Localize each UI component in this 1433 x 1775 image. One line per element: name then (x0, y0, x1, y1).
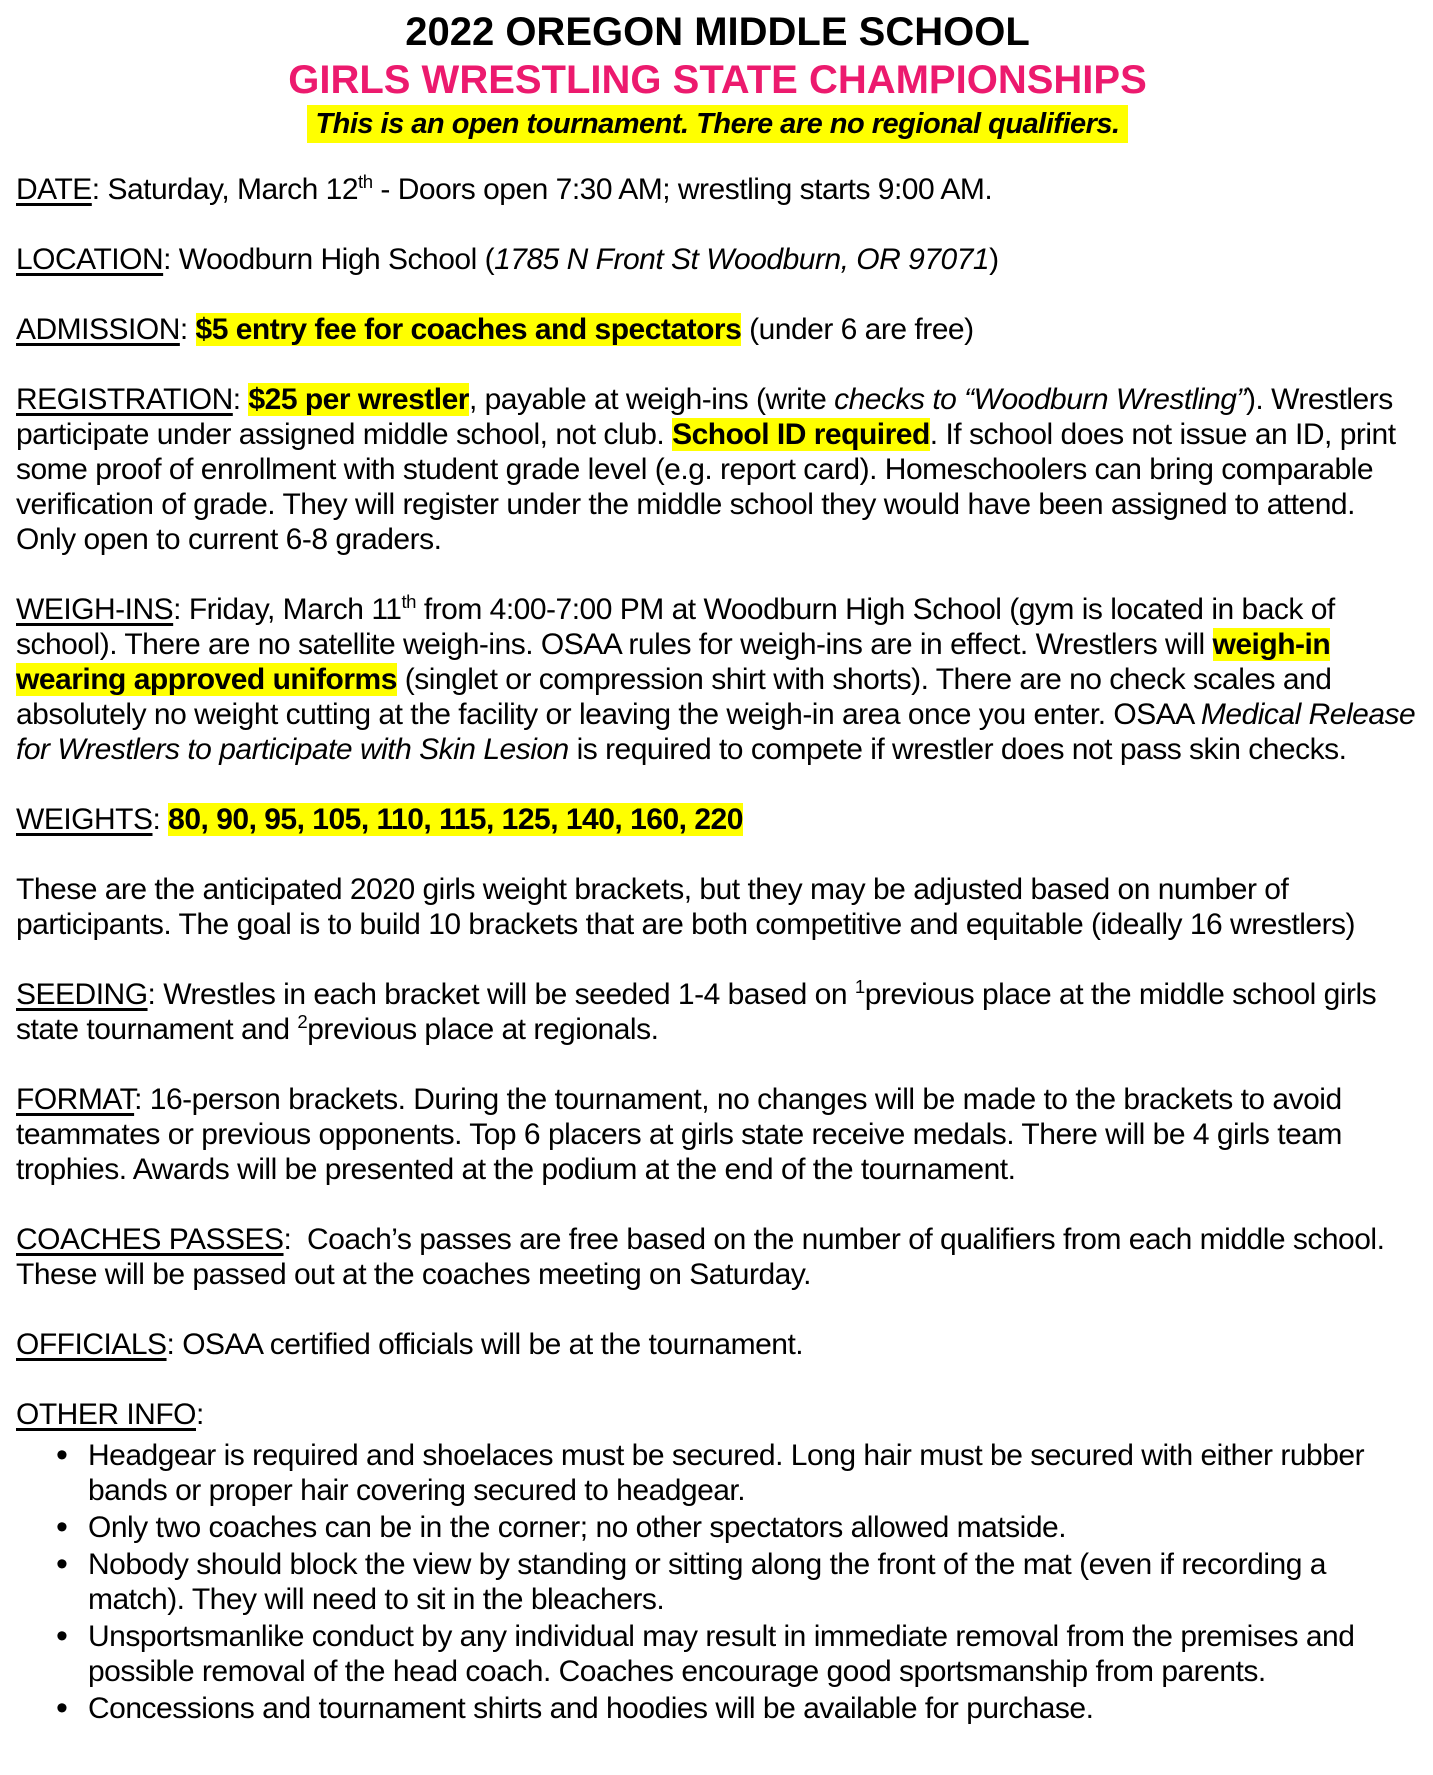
section-seeding (16, 977, 1419, 1047)
title-line-1: 2022 OREGON MIDDLE SCHOOL (405, 10, 1030, 54)
section-admission (16, 312, 1419, 347)
section-officials (16, 1327, 1419, 1362)
section-date (16, 172, 1419, 207)
weights-label: WEIGHTS (16, 803, 153, 836)
text-run: from 4:00-7:00 PM at Woodburn High School (gym is located in back of school). There are no satellite weigh-ins. OSAA rules for weigh-ins are in effect. Wrestlers will (16, 593, 1335, 661)
bullet-unsportsmanlike: • Unsportsmanlike conduct by any individual may result in immediate removal from the premises and possible removal of the head coach. Coaches encourage good sportsmanship from parents. (30, 1619, 1419, 1689)
bullet-headgear: • Headgear is required and shoelaces must be secured. Long hair must be secured with either rubber bands or proper hair covering secured to headgear. (30, 1438, 1419, 1508)
section-weights (16, 802, 1419, 837)
section-brackets-note: These are the anticipated 2020 girls weight brackets, but they may be adjusted based on number of participants. The goal is to build 10 brackets that are both competitive and equitable (ideally 16 wrestlers) (16, 873, 1356, 941)
text-run: : Saturday, March 12 (91, 173, 359, 206)
text-run: ) (989, 243, 999, 276)
coaches-passes-label: COACHES PASSES (16, 1223, 284, 1256)
other-info-bullet-list (16, 1438, 1419, 1726)
text-run: : (179, 313, 196, 346)
text-run: is required to compete if wrestler does not pass skin checks. (568, 733, 1347, 766)
section-other-info-heading (16, 1397, 1419, 1432)
section-coaches-passes (16, 1222, 1419, 1292)
registration-label: REGISTRATION (16, 383, 233, 416)
subtitle-highlight: This is an open tournament. There are no regional qualifiers. (307, 105, 1127, 143)
address-italic: 1785 N Front St Woodburn, OR 97071 (494, 243, 990, 276)
section-format (16, 1082, 1419, 1187)
superscript-1: 1 (854, 976, 865, 997)
text-run: : Woodburn High School ( (163, 243, 495, 276)
text-run: previous place at regionals. (307, 1013, 659, 1046)
text-run: . If school does not issue an ID, print some proof of enrollment with student grade level (e.g. report card). Homeschoolers can bring comparable verification of grade. They will register under the middle school they would have been assigned to attend. Only open to current 6-8 graders. (16, 418, 1396, 556)
checks-italic: checks to “Woodburn Wrestling” (834, 383, 1246, 416)
highlight-school-id: School ID required (672, 418, 930, 451)
text-run: : OSAA certified officials will be at the tournament. (166, 1328, 804, 1361)
location-label: LOCATION (16, 243, 164, 276)
admission-label: ADMISSION (16, 313, 180, 346)
bullet-coaches-corner: • Only two coaches can be in the corner; no other spectators allowed matside. (30, 1510, 1419, 1545)
format-label: FORMAT (16, 1083, 135, 1116)
subtitle (16, 104, 1419, 144)
text-run: : (232, 383, 249, 416)
highlight-weight-classes: 80, 90, 95, 105, 110, 115, 125, 140, 160, 220 (168, 803, 743, 836)
superscript-th: th (401, 591, 416, 612)
highlight-entry-fee: $5 entry fee for coaches and spectators (195, 313, 742, 346)
text-run: : 16-person brackets. During the tournament, no changes will be made to the brackets to avoid teammates or previous opponents. Top 6 placers at girls state receive medals. There will be 4 girls team trophies. Awards will be presented at the podium at the end of the tournament. (16, 1083, 1342, 1186)
text-run: previous place at the middle school girls state tournament and (16, 978, 1377, 1046)
superscript-th: th (358, 171, 373, 192)
highlight-registration-fee: $25 per wrestler (248, 383, 469, 416)
officials-label: OFFICIALS (16, 1328, 167, 1361)
date-label: DATE (16, 173, 92, 206)
text-run: : Friday, March 11 (173, 593, 402, 626)
text-run: (singlet or compression shirt with shorts). There are no check scales and absolutely no weight cutting at the facility or leaving the weigh-in area once you enter. OSAA (16, 663, 1332, 731)
bullet-block-view: • Nobody should block the view by standing or sitting along the front of the mat (even if recording a match). They will need to sit in the bleachers. (30, 1547, 1419, 1617)
bullet-concessions: • Concessions and tournament shirts and hoodies will be available for purchase. (30, 1691, 1419, 1726)
text-run: ). Wrestlers participate under assigned middle school, not club. (16, 383, 1393, 451)
section-registration (16, 382, 1419, 557)
other-info-label: OTHER INFO (16, 1398, 196, 1431)
seeding-label: SEEDING (16, 978, 148, 1011)
weighins-label: WEIGH-INS (16, 593, 174, 626)
section-location (16, 242, 1419, 277)
medical-release-italic: Medical Release for Wrestlers to participate with Skin Lesion (16, 698, 1416, 766)
title-line-2: GIRLS WRESTLING STATE CHAMPIONSHIPS (288, 58, 1147, 102)
text-run: - Doors open 7:30 AM; wrestling starts 9:00 AM. (372, 173, 993, 206)
section-weighins (16, 592, 1419, 767)
highlight-approved-uniforms: weigh-in wearing approved uniforms (16, 628, 1331, 696)
text-run: , payable at weigh-ins (write (468, 383, 835, 416)
text-run: : Wrestles in each bracket will be seeded 1-4 based on (147, 978, 855, 1011)
text-run: (under 6 are free) (741, 313, 974, 346)
text-run: : (196, 1398, 204, 1431)
superscript-2: 2 (297, 1011, 308, 1032)
text-run: : (152, 803, 169, 836)
text-run: : Coach’s passes are free based on the number of qualifiers from each middle school. These will be passed out at the coaches meeting on Saturday. (16, 1223, 1385, 1291)
